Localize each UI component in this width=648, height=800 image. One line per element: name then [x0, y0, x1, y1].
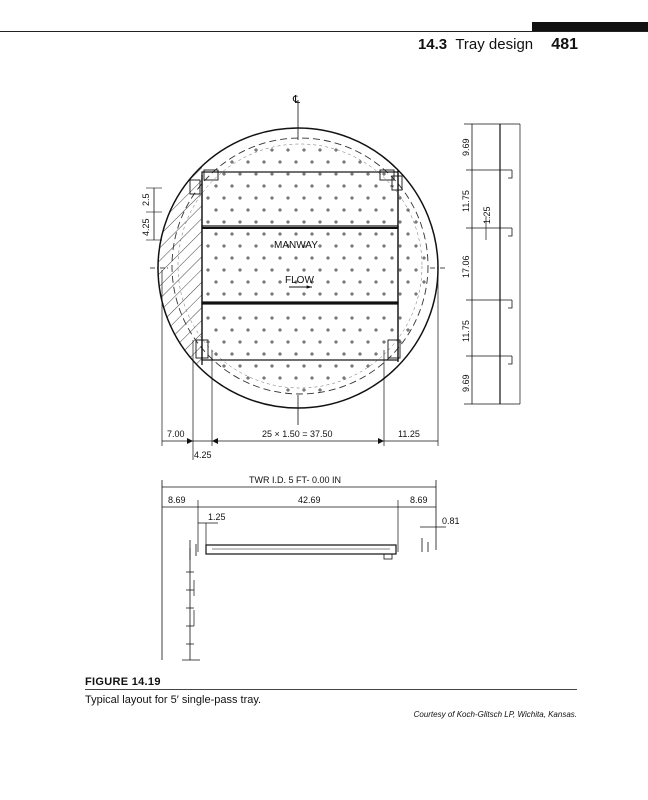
- valve-mark: [294, 184, 298, 188]
- valve-mark: [382, 268, 386, 272]
- valve-mark: [230, 328, 234, 332]
- valve-mark: [286, 172, 290, 176]
- valve-mark: [246, 256, 250, 260]
- valve-mark: [374, 328, 378, 332]
- deck-clip: [384, 554, 392, 559]
- valve-mark: [326, 232, 330, 236]
- flow-label: FLOW: [285, 275, 314, 286]
- valve-mark: [294, 208, 298, 212]
- valve-mark: [318, 364, 322, 368]
- valve-mark: [334, 172, 338, 176]
- valve-mark: [342, 328, 346, 332]
- valve-mark: [222, 244, 226, 248]
- valve-mark: [342, 232, 346, 236]
- valve-mark: [382, 292, 386, 296]
- valve-mark: [246, 160, 250, 164]
- valve-mark: [206, 292, 210, 296]
- overall-dim-label: TWR I.D. 5 FT- 0.00 IN: [249, 475, 342, 485]
- valve-mark: [238, 316, 242, 320]
- valve-mark: [214, 256, 218, 260]
- valve-mark: [278, 376, 282, 380]
- section-view: [162, 475, 460, 660]
- valve-mark: [374, 256, 378, 260]
- valve-mark: [342, 184, 346, 188]
- elev-dim-3: 17.06: [461, 255, 471, 278]
- valve-mark: [206, 268, 210, 272]
- valve-mark: [310, 232, 314, 236]
- centerline-symbol: ℄: [293, 94, 301, 106]
- valve-mark: [326, 184, 330, 188]
- valve-mark: [406, 256, 410, 260]
- valve-mark: [230, 256, 234, 260]
- valve-mark: [382, 244, 386, 248]
- valve-mark: [302, 172, 306, 176]
- valve-mark: [318, 172, 322, 176]
- valve-mark: [366, 220, 370, 224]
- valve-mark: [326, 160, 330, 164]
- valve-mark: [270, 220, 274, 224]
- valve-mark: [238, 172, 242, 176]
- valve-mark: [294, 376, 298, 380]
- valve-mark: [222, 220, 226, 224]
- valve-mark: [350, 196, 354, 200]
- side-elevation: [461, 124, 520, 404]
- valve-mark: [350, 340, 354, 344]
- valve-mark: [374, 184, 378, 188]
- valve-mark: [326, 208, 330, 212]
- valve-mark: [278, 352, 282, 356]
- valve-mark: [310, 184, 314, 188]
- valve-mark: [206, 220, 210, 224]
- valve-mark: [222, 340, 226, 344]
- valve-mark: [310, 208, 314, 212]
- valve-mark: [270, 148, 274, 152]
- tray-panel-bottom: [202, 302, 398, 360]
- valve-mark: [262, 328, 266, 332]
- valve-mark: [358, 328, 362, 332]
- valve-mark: [222, 292, 226, 296]
- valve-mark: [206, 340, 210, 344]
- valve-mark: [254, 220, 258, 224]
- valve-mark: [374, 352, 378, 356]
- valve-mark: [374, 208, 378, 212]
- valve-mark: [254, 148, 258, 152]
- valve-mark: [382, 220, 386, 224]
- valve-mark: [358, 184, 362, 188]
- valve-mark: [286, 340, 290, 344]
- valve-mark: [238, 292, 242, 296]
- valve-mark: [238, 244, 242, 248]
- valve-mark: [286, 316, 290, 320]
- valve-mark: [406, 232, 410, 236]
- valve-mark: [222, 172, 226, 176]
- valve-mark: [294, 160, 298, 164]
- valve-mark: [246, 280, 250, 284]
- valve-mark: [262, 280, 266, 284]
- valve-mark: [278, 232, 282, 236]
- valve-mark: [214, 232, 218, 236]
- valve-mark: [270, 268, 274, 272]
- valve-mark: [246, 232, 250, 236]
- valve-mark: [222, 196, 226, 200]
- support-ring-dashed: [172, 138, 428, 394]
- left-dim-2-5: 2.5: [141, 193, 151, 206]
- valve-mark: [222, 316, 226, 320]
- valve-mark: [278, 256, 282, 260]
- valve-mark: [206, 316, 210, 320]
- valve-mark: [270, 340, 274, 344]
- valve-mark: [302, 292, 306, 296]
- valve-mark: [350, 244, 354, 248]
- valve-mark: [230, 232, 234, 236]
- valve-mark: [302, 364, 306, 368]
- valve-mark: [254, 268, 258, 272]
- valve-mark: [230, 208, 234, 212]
- valve-mark: [414, 220, 418, 224]
- valve-mark: [390, 328, 394, 332]
- valve-mark: [358, 256, 362, 260]
- valve-mark: [350, 292, 354, 296]
- valve-mark: [342, 352, 346, 356]
- valve-mark: [262, 208, 266, 212]
- valve-mark: [318, 148, 322, 152]
- valve-mark: [246, 376, 250, 380]
- valve-mark: [246, 328, 250, 332]
- section-dim-left: 8.69: [168, 495, 186, 505]
- valve-mark: [278, 280, 282, 284]
- valve-mark: [246, 208, 250, 212]
- valve-mark: [230, 184, 234, 188]
- valve-mark: [262, 184, 266, 188]
- valve-mark: [406, 328, 410, 332]
- valve-mark: [326, 328, 330, 332]
- valve-mark: [286, 148, 290, 152]
- valve-mark: [302, 148, 306, 152]
- section-dim-center: 42.69: [298, 495, 321, 505]
- figure-credit: Courtesy of Koch-Glitsch LP, Wichita, Kansas.: [413, 710, 577, 719]
- valve-mark: [286, 364, 290, 368]
- elev-dim-4: 11.75: [461, 320, 471, 342]
- valve-mark: [326, 256, 330, 260]
- valve-mark: [302, 340, 306, 344]
- section-title: Tray design: [455, 36, 534, 53]
- valve-mark: [254, 292, 258, 296]
- section-dim-small-right: 0.81: [442, 516, 460, 526]
- valve-mark: [294, 256, 298, 260]
- valve-mark: [366, 364, 370, 368]
- valve-mark: [334, 364, 338, 368]
- valve-mark: [358, 208, 362, 212]
- elev-dim-1: 9.69: [461, 138, 471, 156]
- valve-mark: [238, 364, 242, 368]
- valve-mark: [278, 208, 282, 212]
- valve-mark: [238, 196, 242, 200]
- valve-mark: [414, 292, 418, 296]
- section-dim-small-left: 1.25: [208, 512, 226, 522]
- valve-mark: [286, 388, 290, 392]
- figure-rule: [85, 689, 577, 690]
- valve-mark: [302, 388, 306, 392]
- valve-mark: [366, 196, 370, 200]
- valve-mark: [374, 232, 378, 236]
- valve-mark: [366, 268, 370, 272]
- valve-mark: [214, 208, 218, 212]
- valve-mark: [262, 160, 266, 164]
- valve-mark: [366, 316, 370, 320]
- valve-mark: [254, 364, 258, 368]
- valve-mark: [230, 160, 234, 164]
- valve-mark: [286, 268, 290, 272]
- valve-mark: [358, 232, 362, 236]
- valve-mark: [334, 244, 338, 248]
- valve-mark: [246, 184, 250, 188]
- valve-mark: [342, 160, 346, 164]
- valve-mark: [206, 196, 210, 200]
- valve-mark: [254, 316, 258, 320]
- valve-mark: [302, 316, 306, 320]
- valve-mark: [238, 340, 242, 344]
- valve-mark: [374, 280, 378, 284]
- valve-mark: [358, 160, 362, 164]
- page-number: 481: [551, 36, 578, 53]
- dim-4-25-bottom: 4.25: [194, 450, 212, 460]
- valve-mark: [270, 316, 274, 320]
- valve-mark: [254, 340, 258, 344]
- valve-mark: [318, 244, 322, 248]
- valve-mark: [350, 172, 354, 176]
- valve-mark: [342, 208, 346, 212]
- figure-caption: Typical layout for 5′ single-pass tray.: [85, 694, 262, 706]
- valve-mark: [270, 196, 274, 200]
- plan-left-dimensions: [141, 188, 162, 240]
- valve-mark: [310, 376, 314, 380]
- valve-mark: [390, 280, 394, 284]
- valve-mark: [214, 280, 218, 284]
- valve-mark: [350, 268, 354, 272]
- valve-mark: [382, 172, 386, 176]
- valve-mark: [358, 352, 362, 356]
- valve-mark: [390, 232, 394, 236]
- valve-mark: [214, 352, 218, 356]
- valve-mark: [342, 280, 346, 284]
- valve-mark: [318, 268, 322, 272]
- valve-mark: [222, 364, 226, 368]
- valve-mark: [318, 340, 322, 344]
- tray-deck-section: [206, 545, 396, 554]
- valve-mark: [414, 244, 418, 248]
- dim-11-25: 11.25: [398, 429, 420, 439]
- valve-mark: [334, 220, 338, 224]
- tray-panel-manway: [202, 226, 398, 304]
- valve-pattern: [206, 148, 426, 392]
- valve-mark: [214, 328, 218, 332]
- valve-mark: [254, 244, 258, 248]
- valve-mark: [302, 268, 306, 272]
- valve-mark: [278, 184, 282, 188]
- left-dim-4-25: 4.25: [141, 218, 151, 236]
- valve-mark: [270, 364, 274, 368]
- valve-mark: [310, 328, 314, 332]
- valve-mark: [262, 232, 266, 236]
- manway-label: MANWAY: [274, 240, 318, 251]
- valve-mark: [206, 244, 210, 248]
- valve-mark: [406, 280, 410, 284]
- plan-view: [150, 94, 446, 425]
- plan-bottom-dimensions: [162, 270, 438, 460]
- valve-mark: [406, 208, 410, 212]
- valve-mark: [222, 268, 226, 272]
- valve-mark: [238, 268, 242, 272]
- valve-mark: [318, 196, 322, 200]
- valve-mark: [246, 352, 250, 356]
- valve-mark: [262, 376, 266, 380]
- valve-mark: [318, 292, 322, 296]
- valve-mark: [318, 220, 322, 224]
- section-dim-right: 8.69: [410, 495, 428, 505]
- valve-mark: [302, 220, 306, 224]
- elev-dim-small: 1.25: [482, 206, 492, 224]
- valve-mark: [294, 328, 298, 332]
- valve-mark: [270, 292, 274, 296]
- valve-mark: [334, 340, 338, 344]
- valve-mark: [334, 268, 338, 272]
- elev-dim-5: 9.69: [461, 374, 471, 392]
- section-number: 14.3: [417, 36, 448, 53]
- valve-mark: [286, 292, 290, 296]
- valve-mark: [358, 280, 362, 284]
- valve-mark: [342, 256, 346, 260]
- valve-mark: [422, 256, 426, 260]
- valve-mark: [310, 160, 314, 164]
- valve-mark: [366, 292, 370, 296]
- valve-mark: [294, 232, 298, 236]
- valve-mark: [382, 340, 386, 344]
- valve-mark: [350, 220, 354, 224]
- valve-mark: [326, 280, 330, 284]
- valve-mark: [214, 184, 218, 188]
- valve-mark: [278, 328, 282, 332]
- valve-mark: [414, 268, 418, 272]
- valve-mark: [366, 244, 370, 248]
- valve-mark: [326, 376, 330, 380]
- valve-mark: [334, 196, 338, 200]
- valve-mark: [334, 316, 338, 320]
- inner-ring-dotted: [178, 144, 422, 388]
- valve-mark: [270, 172, 274, 176]
- valve-mark: [350, 364, 354, 368]
- valve-mark: [254, 172, 258, 176]
- valve-mark: [366, 340, 370, 344]
- valve-mark: [366, 172, 370, 176]
- valve-mark: [286, 196, 290, 200]
- tray-panel-top: [202, 172, 398, 228]
- figure-label: FIGURE 14.19: [85, 676, 161, 688]
- valve-mark: [294, 352, 298, 356]
- valve-mark: [326, 352, 330, 356]
- valve-mark: [302, 196, 306, 200]
- valve-mark: [318, 388, 322, 392]
- valve-mark: [310, 256, 314, 260]
- valve-mark: [334, 292, 338, 296]
- valve-mark: [382, 196, 386, 200]
- valve-mark: [310, 352, 314, 356]
- valve-mark: [238, 220, 242, 224]
- valve-mark: [334, 148, 338, 152]
- dim-7-00: 7.00: [167, 429, 185, 439]
- valve-mark: [230, 280, 234, 284]
- valve-mark: [350, 316, 354, 320]
- valve-mark: [422, 280, 426, 284]
- valve-mark: [254, 196, 258, 200]
- valve-mark: [382, 316, 386, 320]
- valve-mark: [390, 208, 394, 212]
- valve-mark: [262, 352, 266, 356]
- valve-mark: [278, 160, 282, 164]
- valve-mark: [390, 256, 394, 260]
- valve-mark: [286, 220, 290, 224]
- valve-mark: [230, 352, 234, 356]
- valve-mark: [262, 256, 266, 260]
- dim-37-50: 25 × 1.50 = 37.50: [262, 429, 333, 439]
- valve-mark: [318, 316, 322, 320]
- elev-dim-2: 11.75: [461, 190, 471, 212]
